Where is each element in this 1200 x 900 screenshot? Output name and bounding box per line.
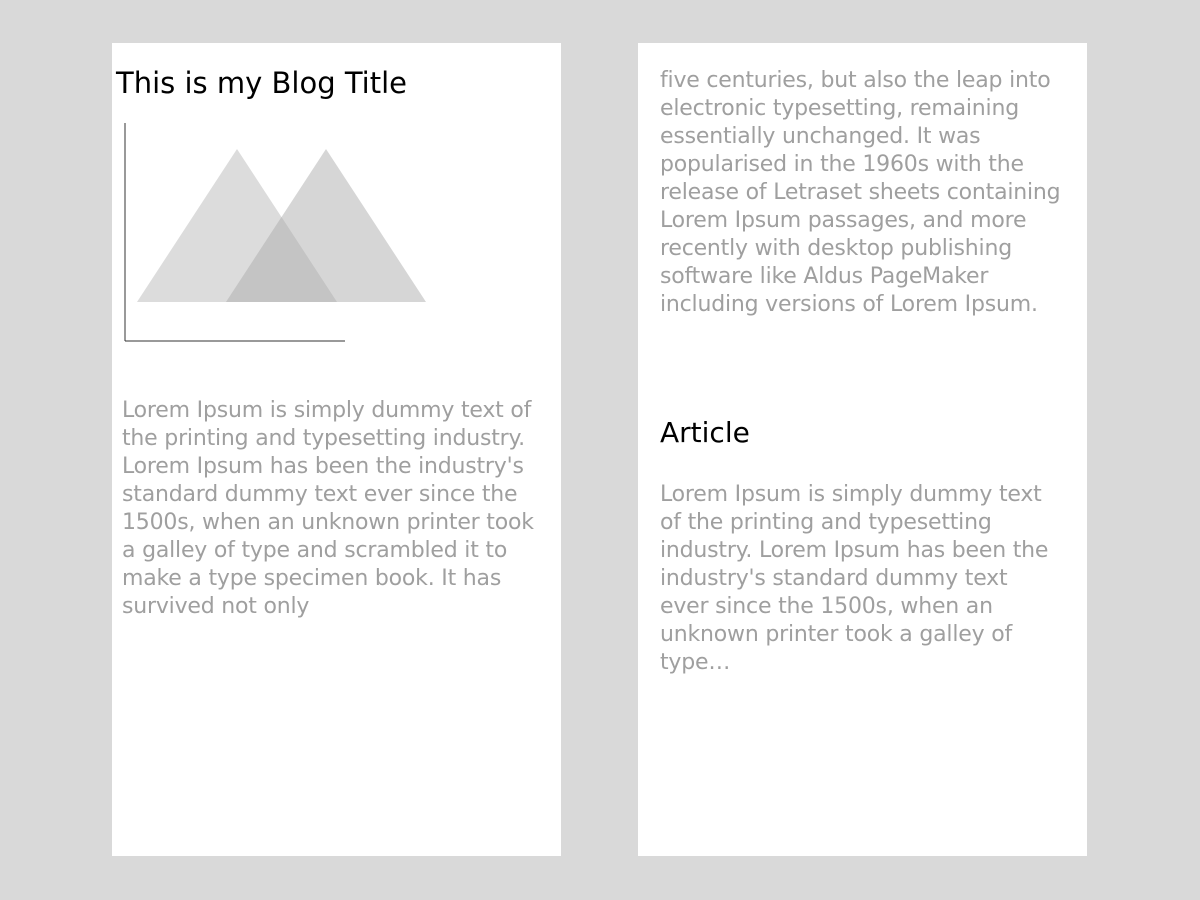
blog-title: This is my Blog Title <box>116 66 407 100</box>
blog-card-left <box>112 43 561 856</box>
article-text: Lorem Ipsum is simply dummy text of the printing and typesetting industry. Lorem Ipsum has been the industry's standard dummy text ever since the 1500s, when an unknown printer took a galley of type… <box>660 482 1049 675</box>
blog-card-right <box>638 43 1087 856</box>
blog-continued-text: five centuries, but also the leap into electronic typesetting, remaining essentially unchanged. It was popularised in the 1960s with the release of Letraset sheets containing Lorem Ipsum passages, and more recently with desktop publishing software like Aldus PageMaker including versions of Lorem Ipsum. <box>660 68 1061 317</box>
blog-intro-text: Lorem Ipsum is simply dummy text of the printing and typesetting industry. Lorem Ipsum has been the industry's standard dummy text ever since the 1500s, when an unknown printer took a galley of type and scrambled it to make a type specimen book. It has survived not only <box>122 398 534 619</box>
mountains-placeholder-icon <box>124 123 444 343</box>
article-heading: Article <box>660 416 750 449</box>
